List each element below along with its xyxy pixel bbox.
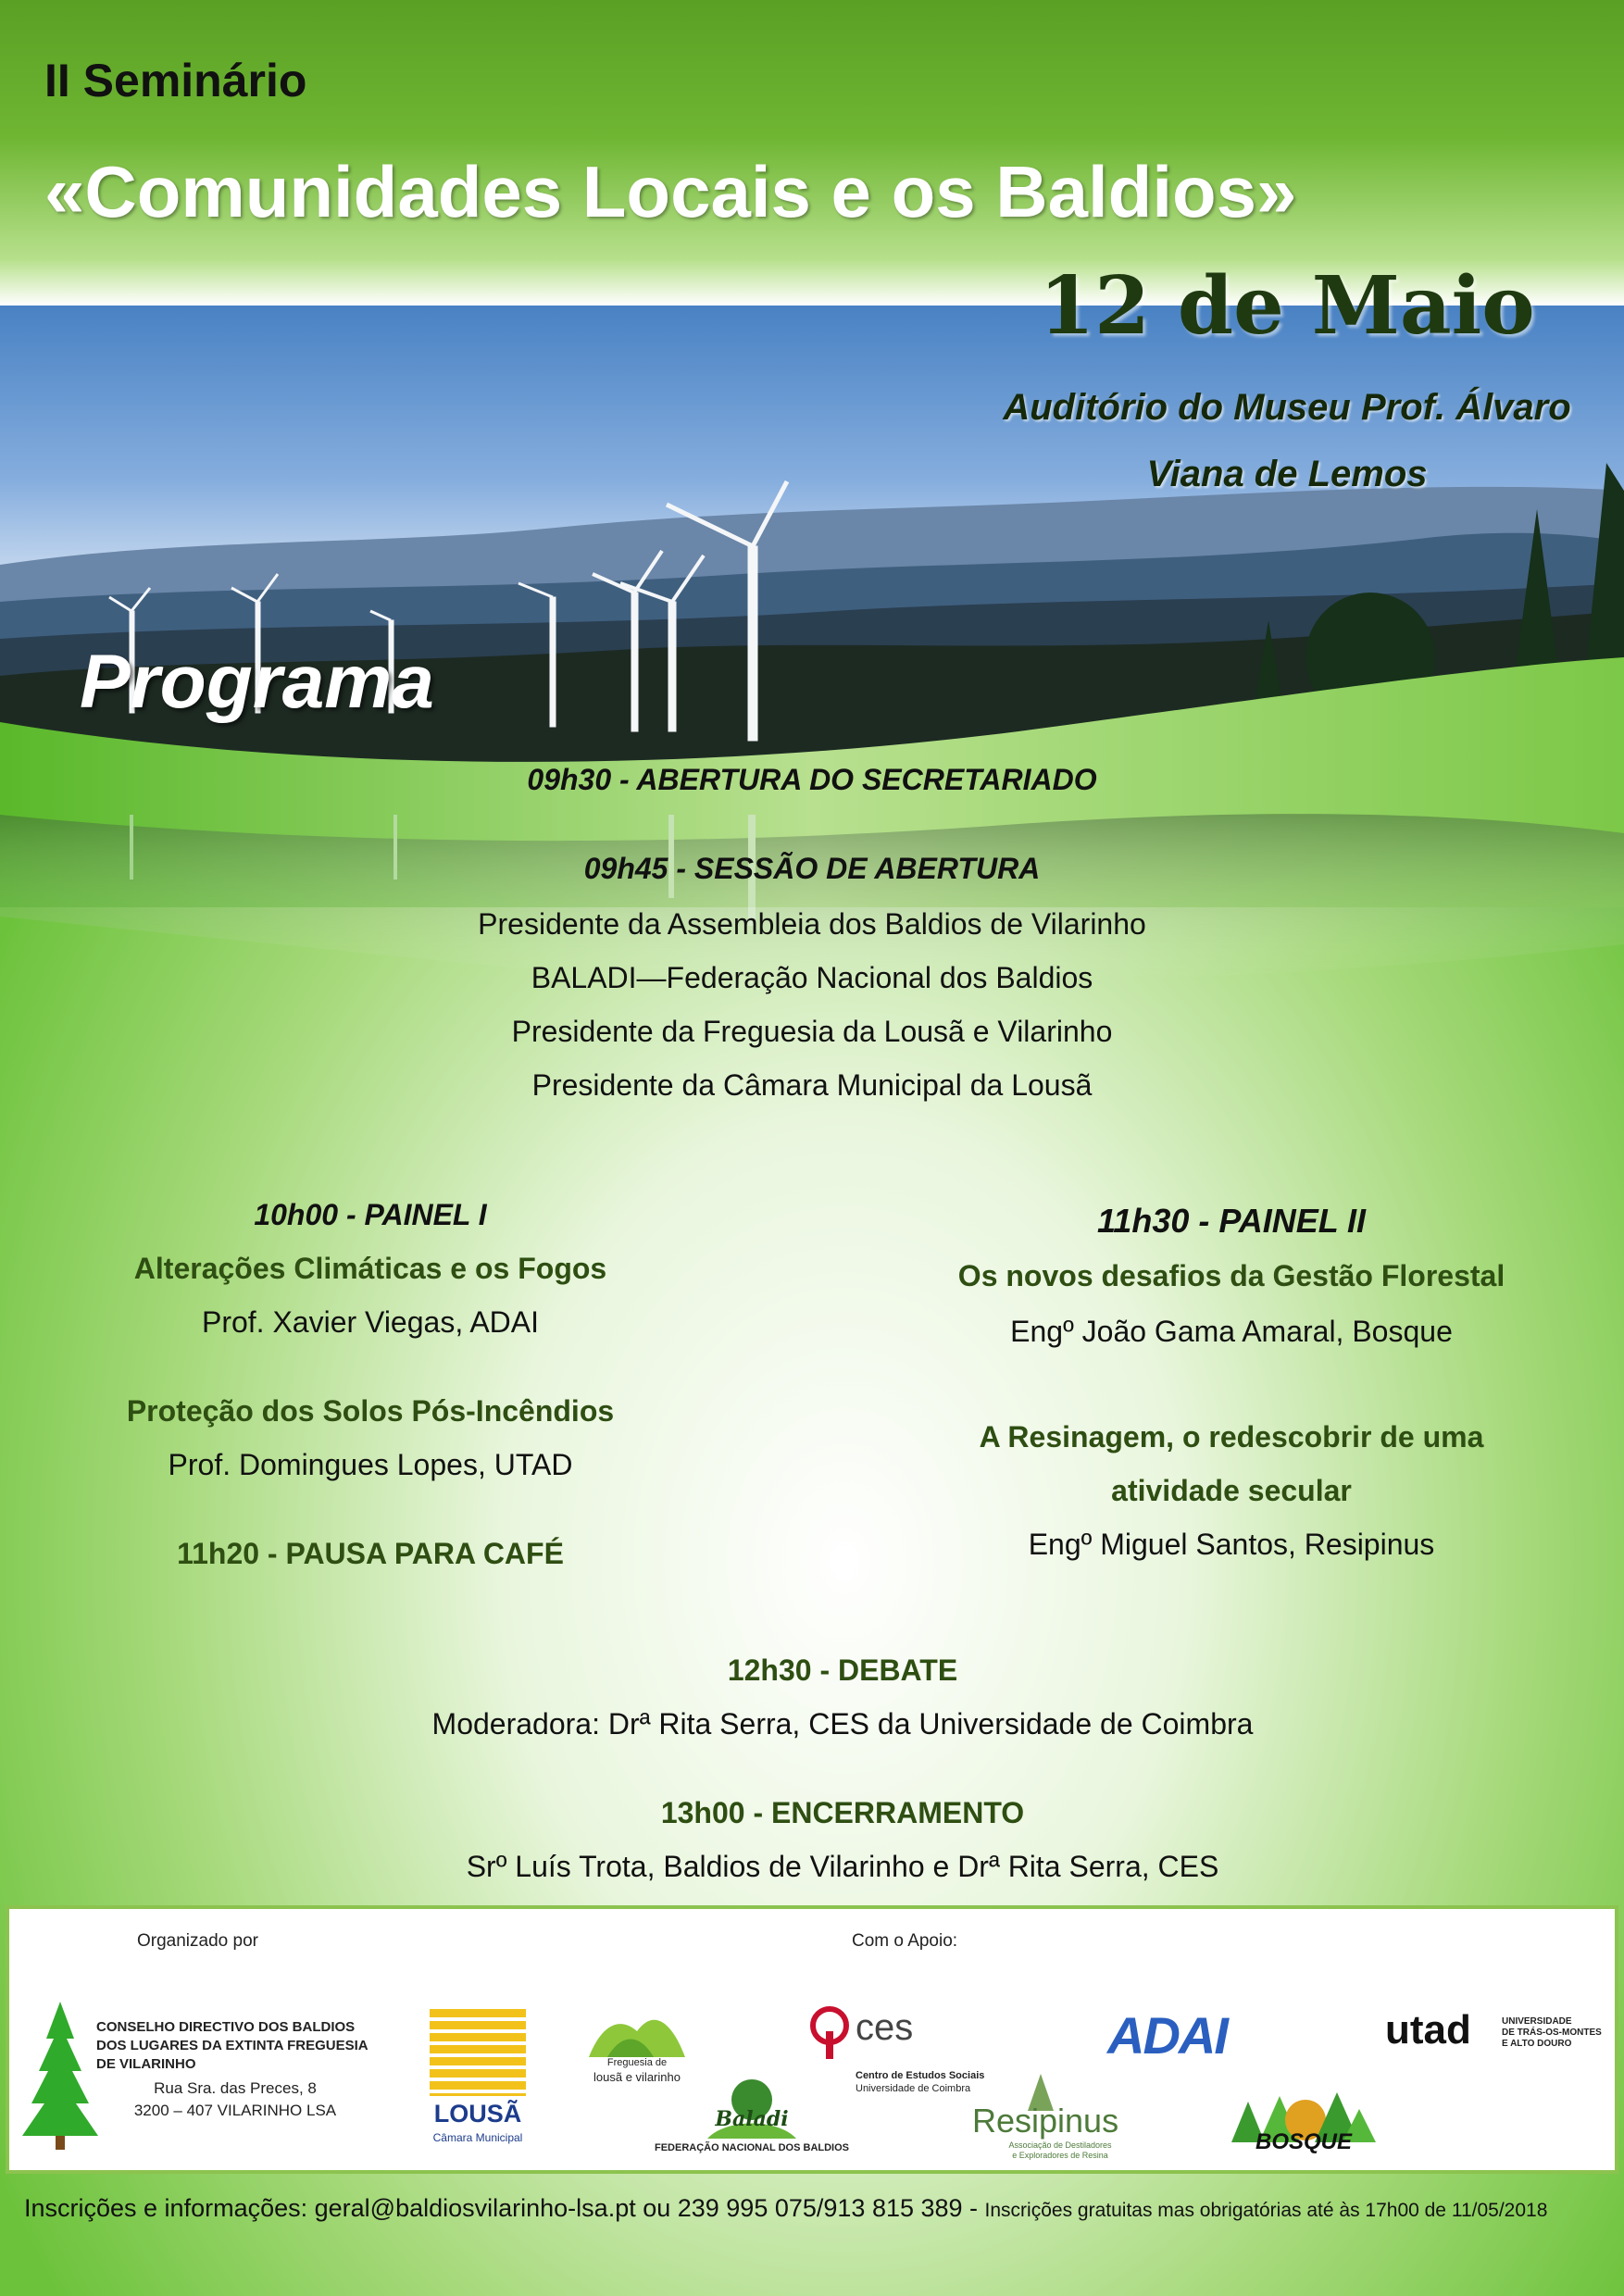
freguesia-label-2: lousã e vilarinho	[593, 2070, 681, 2084]
organizer-address-line: 3200 – 407 VILARINHO LSA	[133, 2102, 337, 2119]
painel2-topic2-line1: A Resinagem, o redescobrir de uma	[979, 1420, 1484, 1454]
organizado-label: Organizado por	[137, 1931, 258, 1951]
ces-logo-mark	[809, 2005, 854, 2059]
encerramento-title: 13h00 - ENCERRAMENTO	[660, 1796, 1025, 1829]
painel1-title: 10h00 - PAINEL I	[254, 1198, 487, 1231]
contact-small: Inscrições gratuitas mas obrigatórias até às 17h00 de 11/05/2018	[984, 2200, 1548, 2221]
lousa-name: LOUSÃ	[433, 2100, 522, 2128]
lousa-sub: Câmara Municipal	[432, 2131, 523, 2144]
baladi-sub: FEDERAÇÃO NACIONAL DOS BALDIOS	[654, 2142, 850, 2153]
painel2-topic1: Os novos desafios da Gestão Florestal	[957, 1259, 1505, 1292]
resipinus-sub-1: Associação de Destiladores	[1008, 2140, 1112, 2150]
baladi-name: Baladi	[715, 2107, 789, 2131]
freguesia-logo	[589, 2013, 685, 2057]
painel1-speaker2: Prof. Domingues Lopes, UTAD	[168, 1448, 573, 1481]
ces-name: ces	[856, 2007, 914, 2048]
utad-sub-line: E ALTO DOURO	[1502, 2039, 1572, 2049]
painel1-topic2: Proteção dos Solos Pós-Incêndios	[126, 1394, 615, 1428]
contact-line	[24, 2194, 1617, 2223]
organizer-name-line: DE VILARINHO	[96, 2056, 196, 2072]
adai-logo: ADAI	[1107, 2006, 1227, 2065]
lousa-logo	[430, 2009, 526, 2096]
venue-line-2: Viana de Lemos	[1146, 454, 1428, 494]
utad-sub	[1502, 2016, 1602, 2050]
organizer-address	[96, 2078, 374, 2122]
event-date: 12 de Maio	[1039, 259, 1535, 353]
organizer-name-line: CONSELHO DIRECTIVO DOS BALDIOS	[96, 2019, 356, 2035]
ces-sub-2: Universidade de Coimbra	[856, 2083, 971, 2094]
organizer-name-line: DOS LUGARES DA EXTINTA FREGUESIA	[96, 2038, 369, 2053]
photo-reflection	[0, 759, 1624, 1037]
encerramento-line: Srº Luís Trota, Baldios de Vilarinho e Drª Rita Serra, CES	[466, 1850, 1219, 1883]
secretariado-title: 09h30 - ABERTURA DO SECRETARIADO	[527, 763, 1097, 796]
seminar-label: II Seminário	[44, 55, 307, 106]
freguesia-label-1: Freguesia de	[606, 2057, 668, 2068]
utad-logo: utad	[1385, 2007, 1471, 2053]
abertura-line: Presidente da Assembleia dos Baldios de Vilarinho	[478, 907, 1146, 941]
resipinus-sub-2: e Exploradores de Resina	[1012, 2151, 1108, 2160]
painel1-topic1: Alterações Climáticas e os Fogos	[133, 1252, 607, 1285]
seminar-title: «Comunidades Locais e os Baldios»	[44, 151, 1297, 232]
organizer-name	[96, 2018, 369, 2074]
programa-heading: Programa	[80, 640, 434, 724]
painel2-speaker1: Engº João Gama Amaral, Bosque	[1010, 1315, 1453, 1348]
abertura-line: Presidente da Freguesia da Lousã e Vilarinho	[511, 1015, 1113, 1048]
venue-line-1: Auditório do Museu Prof. Álvaro	[1003, 387, 1571, 428]
apoio-label: Com o Apoio:	[852, 1931, 958, 1951]
abertura-line: Presidente da Câmara Municipal da Lousã	[531, 1068, 1093, 1102]
painel2-title: 11h30 - PAINEL II	[1096, 1202, 1367, 1240]
organizer-address-line: Rua Sra. das Preces, 8	[154, 2079, 317, 2097]
utad-sub-line: DE TRÁS-OS-MONTES	[1502, 2028, 1602, 2038]
debate-line: Moderadora: Drª Rita Serra, CES da Universidade de Coimbra	[431, 1707, 1254, 1741]
pine-tree-icon	[20, 2002, 100, 2150]
utad-sub-line: UNIVERSIDADE	[1502, 2016, 1572, 2027]
bosque-name: BOSQUE	[1255, 2129, 1352, 2154]
abertura-title: 09h45 - SESSÃO DE ABERTURA	[583, 852, 1041, 885]
pausa-cafe: 11h20 - PAUSA PARA CAFÉ	[177, 1537, 564, 1570]
painel1-speaker1: Prof. Xavier Viegas, ADAI	[201, 1305, 540, 1339]
resipinus-name: Resipinus	[972, 2102, 1119, 2140]
painel2-topic2-line2: atividade secular	[1111, 1474, 1352, 1507]
contact-main: Inscrições e informações: geral@baldiosvilarinho-lsa.pt ou 239 995 075/913 815 389 -	[24, 2194, 985, 2222]
ces-sub-1: Centro de Estudos Sociais	[856, 2070, 985, 2081]
abertura-line: BALADI—Federação Nacional dos Baldios	[531, 961, 1093, 994]
painel2-speaker2: Engº Miguel Santos, Resipinus	[1028, 1528, 1435, 1561]
debate-title: 12h30 - DEBATE	[727, 1653, 958, 1687]
